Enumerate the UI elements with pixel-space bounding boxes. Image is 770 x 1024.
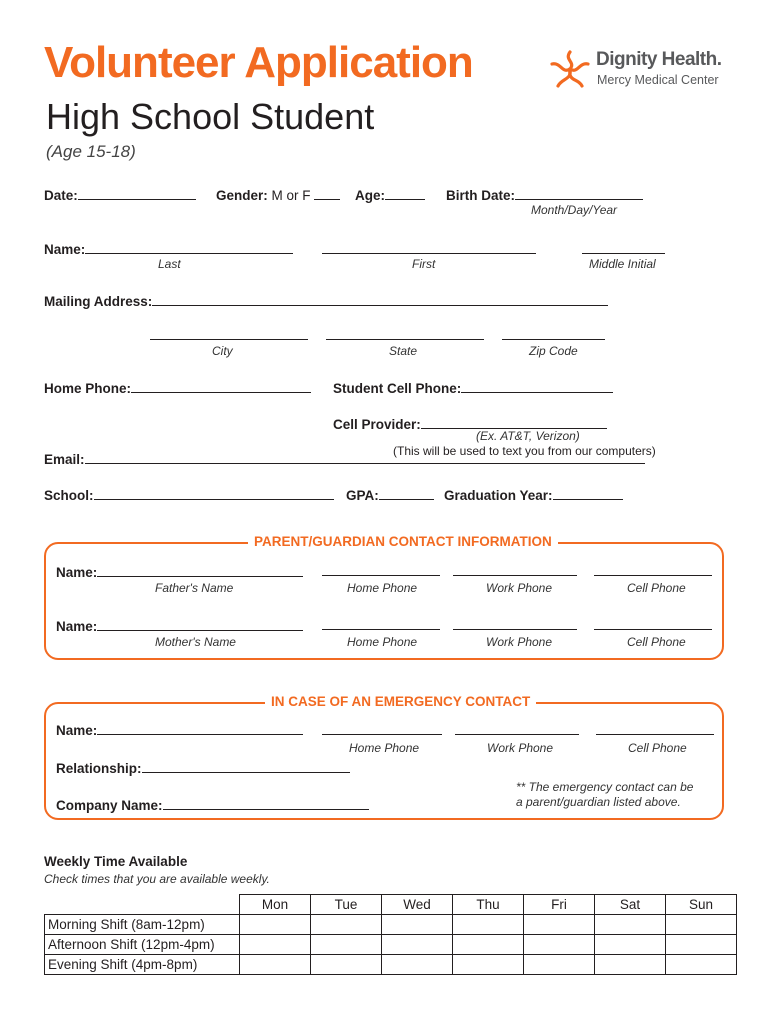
shift-label-morning: Morning Shift (8am-12pm)	[45, 915, 240, 935]
city-line[interactable]	[150, 339, 308, 340]
availability-cell[interactable]	[311, 915, 382, 935]
emergency-note-line1: ** The emergency contact can be	[516, 780, 694, 794]
school-field[interactable]	[44, 486, 334, 503]
parent-guardian-heading: PARENT/GUARDIAN CONTACT INFORMATION	[248, 534, 558, 549]
father-cell-phone-line[interactable]	[594, 575, 712, 576]
table-row	[45, 915, 737, 935]
birth-date-hint: Month/Day/Year	[531, 203, 618, 217]
company-name-label: Company Name:	[56, 798, 163, 813]
mother-home-phone-hint: Home Phone	[347, 635, 418, 649]
first-name-line[interactable]	[322, 253, 536, 254]
availability-cell[interactable]	[240, 915, 311, 935]
mailing-address-field[interactable]	[44, 292, 608, 309]
state-line[interactable]	[326, 339, 484, 340]
birth-date-label: Birth Date:	[446, 188, 516, 203]
relationship-field[interactable]	[56, 759, 350, 776]
availability-cell[interactable]	[311, 955, 382, 975]
dignity-health-logo-icon	[548, 48, 592, 90]
gender-options: M or F	[271, 188, 311, 203]
father-name-label: Name:	[56, 565, 98, 580]
zip-code-hint: Zip Code	[529, 344, 578, 358]
father-cell-phone-hint: Cell Phone	[627, 581, 686, 595]
relationship-label: Relationship:	[56, 761, 142, 776]
availability-cell[interactable]	[595, 955, 666, 975]
student-cell-phone-field[interactable]	[333, 379, 613, 396]
shift-label-evening: Evening Shift (4pm-8pm)	[45, 955, 240, 975]
logo-name: Dignity Health.	[596, 49, 722, 70]
availability-cell[interactable]	[311, 935, 382, 955]
emergency-cell-phone-hint: Cell Phone	[628, 741, 687, 755]
mother-name-field[interactable]	[56, 617, 303, 634]
form-subtitle: High School Student	[46, 96, 375, 137]
mother-cell-phone-line[interactable]	[594, 629, 712, 630]
emergency-work-phone-hint: Work Phone	[487, 741, 554, 755]
mother-work-phone-hint: Work Phone	[486, 635, 553, 649]
availability-cell[interactable]	[382, 955, 453, 975]
first-name-hint: First	[412, 257, 436, 271]
father-name-field[interactable]	[56, 563, 303, 580]
availability-cell[interactable]	[382, 935, 453, 955]
father-home-phone-hint: Home Phone	[347, 581, 418, 595]
mother-name-hint: Mother's Name	[155, 635, 236, 649]
home-phone-field[interactable]	[44, 379, 311, 396]
availability-cell[interactable]	[453, 935, 524, 955]
cell-provider-note: (This will be used to text you from our computers)	[393, 444, 656, 458]
emergency-contact-heading: IN CASE OF AN EMERGENCY CONTACT	[265, 694, 536, 709]
emergency-cell-phone-line[interactable]	[596, 734, 714, 735]
day-header-thu: Thu	[453, 895, 524, 915]
graduation-year-field[interactable]	[444, 486, 623, 503]
name-label: Name:	[44, 242, 86, 257]
zip-code-line[interactable]	[502, 339, 605, 340]
age-field[interactable]	[355, 186, 425, 203]
school-label: School:	[44, 488, 94, 503]
availability-cell[interactable]	[595, 935, 666, 955]
gpa-field[interactable]	[346, 486, 434, 503]
city-hint: City	[212, 344, 233, 358]
father-name-hint: Father's Name	[155, 581, 234, 595]
student-cell-phone-label: Student Cell Phone:	[333, 381, 462, 396]
home-phone-label: Home Phone:	[44, 381, 132, 396]
availability-cell[interactable]	[240, 955, 311, 975]
day-header-mon: Mon	[240, 895, 311, 915]
email-label: Email:	[44, 452, 85, 467]
day-header-wed: Wed	[382, 895, 453, 915]
emergency-home-phone-hint: Home Phone	[349, 741, 420, 755]
day-header-sun: Sun	[666, 895, 737, 915]
date-field[interactable]	[44, 186, 196, 203]
age-label: Age:	[355, 188, 385, 203]
availability-cell[interactable]	[666, 955, 737, 975]
email-field[interactable]	[44, 450, 645, 467]
availability-cell[interactable]	[666, 915, 737, 935]
cell-provider-label: Cell Provider:	[333, 417, 421, 432]
mother-cell-phone-hint: Cell Phone	[627, 635, 686, 649]
weekly-time-instructions: Check times that you are available weekly.	[44, 872, 270, 886]
availability-table	[44, 894, 737, 975]
middle-initial-line[interactable]	[582, 253, 665, 254]
graduation-year-label: Graduation Year:	[444, 488, 553, 503]
birth-date-field[interactable]	[446, 186, 643, 203]
mother-work-phone-line[interactable]	[453, 629, 577, 630]
last-name-hint: Last	[158, 257, 181, 271]
father-work-phone-hint: Work Phone	[486, 581, 553, 595]
table-row	[45, 935, 737, 955]
mailing-address-label: Mailing Address:	[44, 294, 153, 309]
gender-field[interactable]	[216, 186, 340, 203]
day-header-fri: Fri	[524, 895, 595, 915]
mother-home-phone-line[interactable]	[322, 629, 440, 630]
shift-label-afternoon: Afternoon Shift (12pm-4pm)	[45, 935, 240, 955]
emergency-name-field[interactable]	[56, 721, 303, 738]
gpa-label: GPA:	[346, 488, 379, 503]
cell-provider-hint: (Ex. AT&T, Verizon)	[476, 429, 580, 443]
availability-cell[interactable]	[524, 915, 595, 935]
availability-cell[interactable]	[524, 955, 595, 975]
availability-cell[interactable]	[524, 935, 595, 955]
logo-subname: Mercy Medical Center	[597, 73, 719, 87]
weekly-time-heading: Weekly Time Available	[44, 854, 188, 869]
emergency-work-phone-line[interactable]	[455, 734, 579, 735]
availability-cell[interactable]	[453, 915, 524, 935]
gender-label: Gender:	[216, 188, 268, 203]
emergency-home-phone-line[interactable]	[322, 734, 442, 735]
availability-cell[interactable]	[240, 935, 311, 955]
day-header-tue: Tue	[311, 895, 382, 915]
age-range: (Age 15-18)	[46, 142, 136, 161]
father-home-phone-line[interactable]	[322, 575, 440, 576]
availability-cell[interactable]	[382, 915, 453, 935]
state-hint: State	[389, 344, 418, 358]
form-title: Volunteer Application	[44, 38, 473, 87]
company-name-field[interactable]	[56, 796, 369, 813]
availability-cell[interactable]	[595, 915, 666, 935]
availability-header-row	[45, 895, 737, 915]
emergency-name-label: Name:	[56, 723, 98, 738]
middle-initial-hint: Middle Initial	[589, 257, 656, 271]
mother-name-label: Name:	[56, 619, 98, 634]
day-header-sat: Sat	[595, 895, 666, 915]
name-field[interactable]	[44, 240, 293, 257]
table-row	[45, 955, 737, 975]
availability-cell[interactable]	[453, 955, 524, 975]
date-label: Date:	[44, 188, 78, 203]
availability-cell[interactable]	[666, 935, 737, 955]
emergency-note-line2: a parent/guardian listed above.	[516, 795, 681, 809]
father-work-phone-line[interactable]	[453, 575, 577, 576]
